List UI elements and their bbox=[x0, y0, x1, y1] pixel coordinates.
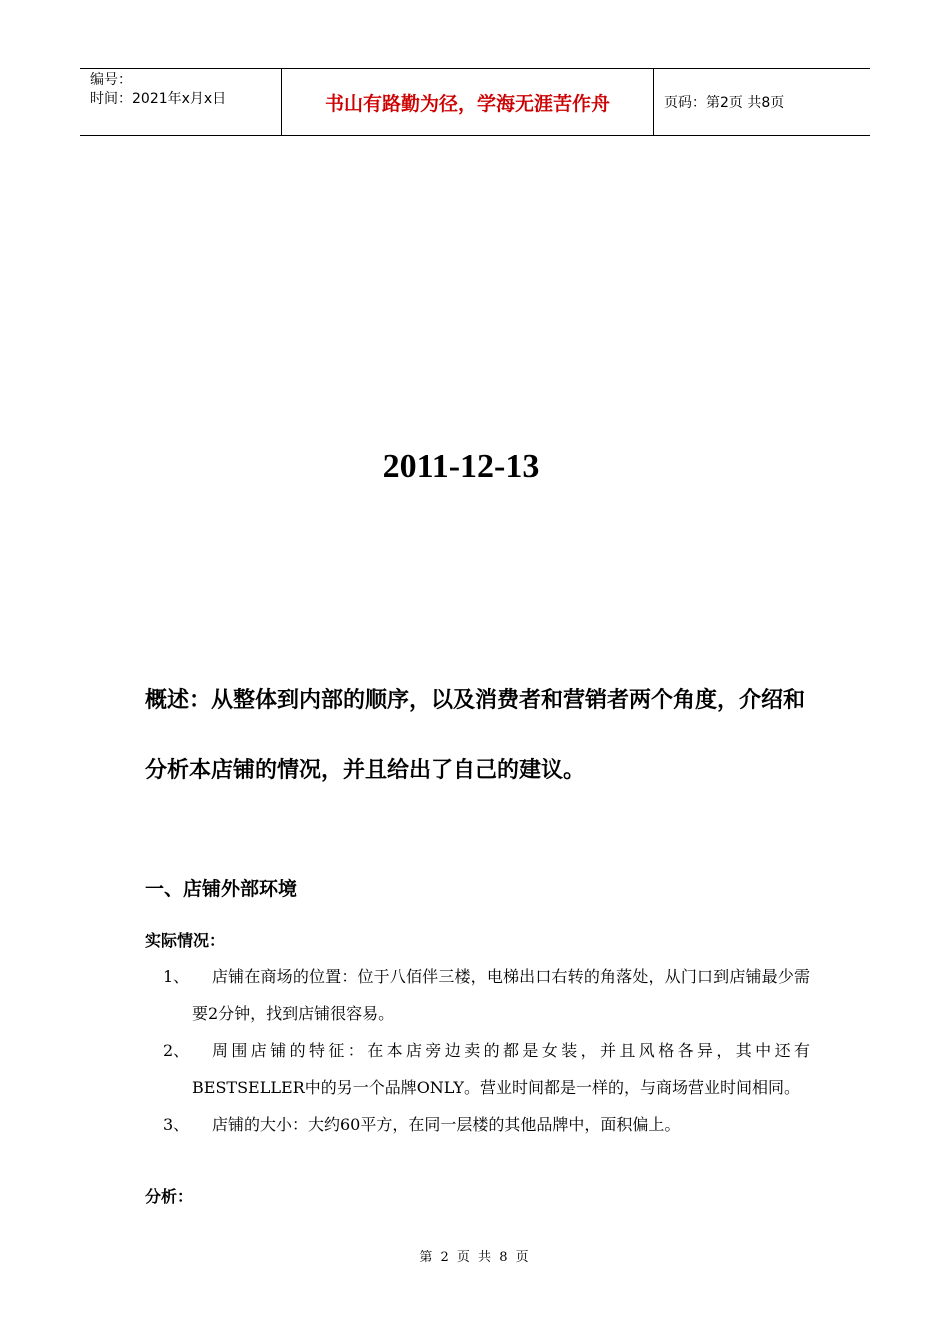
page-footer: 第 2 页 共 8 页 bbox=[419, 1250, 531, 1265]
analysis-heading: 分析： bbox=[145, 1187, 194, 1206]
list-item-text: 周围店铺的特征：在本店旁边卖的都是女装，并且风格各异，其中还有BESTSELLER中的另一个品牌ONLY。营业时间都是一样的，与商场营业时间相同。 bbox=[192, 1041, 810, 1097]
actual-situation-heading: 实际情况： bbox=[145, 931, 226, 950]
list-item-text: 店铺的大小：大约60平方，在同一层楼的其他品牌中，面积偏上。 bbox=[212, 1115, 681, 1134]
list-item-number: 3、 bbox=[163, 1115, 190, 1134]
serial-label: 编号： bbox=[90, 72, 132, 88]
list-item-number: 2、 bbox=[163, 1041, 190, 1060]
list-item bbox=[145, 958, 810, 1032]
list-item bbox=[145, 1032, 810, 1106]
header-page-info: 页码：第2页 共8页 bbox=[664, 95, 785, 111]
section-title-external-environment: 一、店铺外部环境 bbox=[145, 878, 298, 900]
situation-list bbox=[145, 958, 810, 1143]
time-label: 时间：2021年x月x日 bbox=[90, 91, 227, 107]
list-item bbox=[145, 1106, 810, 1143]
page-header bbox=[80, 68, 870, 136]
list-item-text: 店铺在商场的位置：位于八佰伴三楼，电梯出口右转的角落处，从门口到店铺最少需要2分钟，找到店铺很容易。 bbox=[192, 967, 810, 1023]
header-meta-cell bbox=[80, 69, 282, 135]
date-title: 2011-12-13 bbox=[382, 448, 540, 485]
summary-paragraph: 概述：从整体到内部的顺序，以及消费者和营销者两个角度，介绍和分析本店铺的情况，并且给出了自己的建议。 bbox=[145, 688, 806, 783]
list-item-number: 1、 bbox=[163, 967, 190, 986]
header-motto: 书山有路勤为径，学海无涯苦作舟 bbox=[282, 69, 654, 135]
